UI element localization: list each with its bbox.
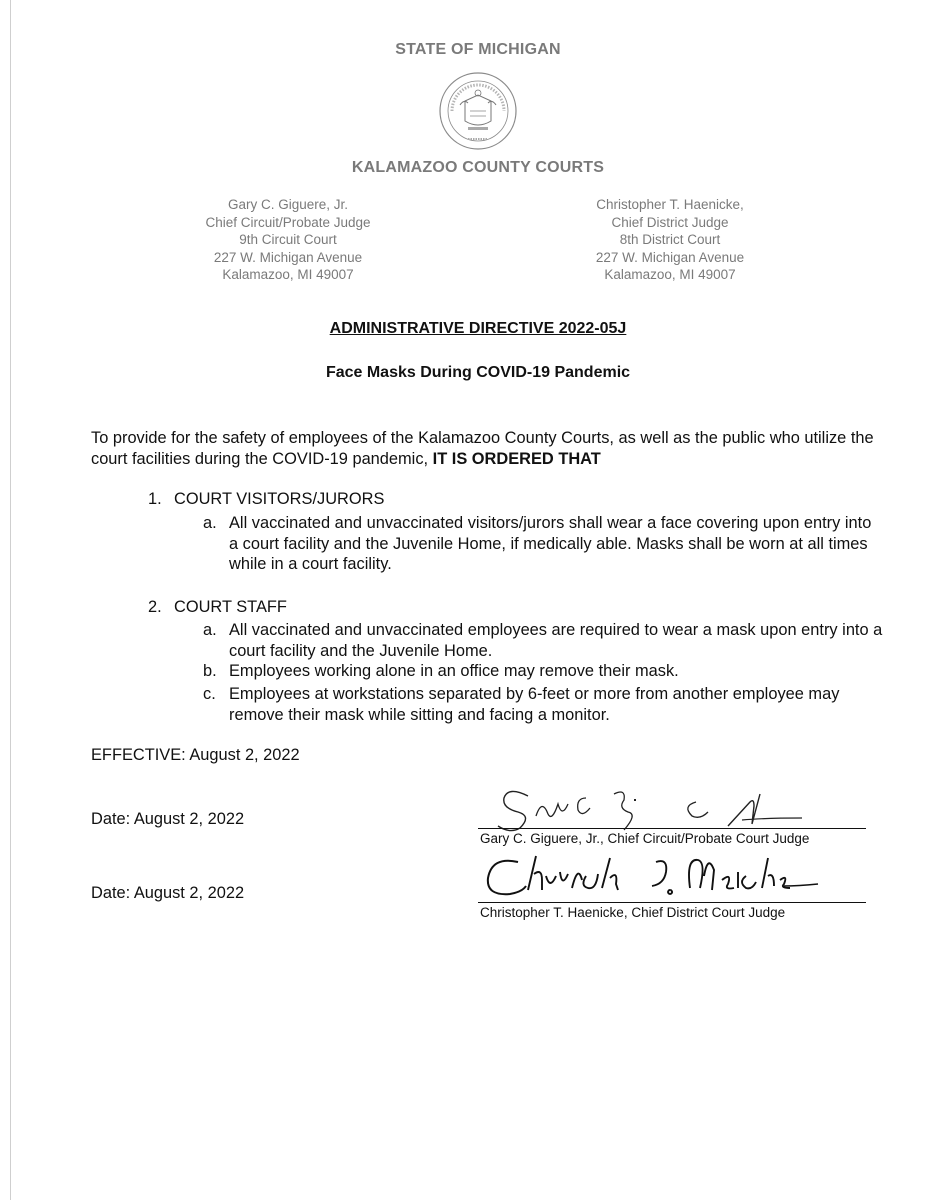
item-number: 2. [148,598,162,616]
judge-street: 227 W. Michigan Avenue [213,249,363,265]
sub-item-text: All vaccinated and unvaccinated visitors/jurors shall wear a face covering upon entry into a court facility and the Juvenile Home, if medically able. Masks shall be worn at all times while in a court facility. [229,514,872,573]
item-title: COURT VISITORS/JURORS [174,490,385,508]
list-item-staff [148,597,287,618]
effective-date: EFFECTIVE: August 2, 2022 [91,746,300,764]
item-title: COURT STAFF [174,598,287,616]
judge-title: Chief District Judge [611,214,729,230]
item-number: 1. [148,490,162,508]
judge-name: Christopher T. Haenicke, [596,197,744,212]
sub-item-letter: a. [203,621,217,639]
judge-name: Gary C. Giguere, Jr. [227,197,349,212]
sub-item-text: Employees working alone in an office may remove their mask. [229,662,679,680]
intro-text: To provide for the safety of employees of the Kalamazoo County Courts, as well as the public who utilize the court facilities during the COVID-19 pandemic, [91,429,874,468]
sub-item-text: Employees at workstations separated by 6-feet or more from another employee may remove their mask while sitting and facing a monitor. [229,685,840,724]
sub-item [203,684,883,725]
judge-city: Kalamazoo, MI 49007 [604,267,736,282]
judge-court: 8th District Court [619,232,721,247]
signature-date: Date: August 2, 2022 [91,810,245,828]
page-edge [10,0,11,1200]
signature-date: Date: August 2, 2022 [91,884,245,902]
sub-item [203,513,883,575]
signature-haenicke-icon [484,850,824,902]
judge-block-right [540,196,800,284]
judge-street: 227 W. Michigan Avenue [595,249,745,265]
intro-paragraph [91,428,881,469]
sub-item-letter: c. [203,685,216,703]
sub-item-text: All vaccinated and unvaccinated employees are required to wear a mask upon entry into a court facility and the Juvenile Home. [229,621,883,660]
list-item-visitors [148,489,384,510]
sub-item [203,661,883,682]
signature-giguere-icon [490,776,820,834]
signature-name: Gary C. Giguere, Jr., Chief Circuit/Probate Court Judge [480,831,810,846]
signature-line [478,828,866,829]
sub-item-letter: b. [203,662,217,680]
signature-line [478,902,866,903]
judge-court: 9th Circuit Court [239,232,337,247]
sub-item-letter: a. [203,514,217,532]
directive-title: ADMINISTRATIVE DIRECTIVE 2022-05J [329,320,627,337]
judge-block-left [158,196,418,284]
intro-order: IT IS ORDERED THAT [432,449,601,468]
judge-title: Chief Circuit/Probate Judge [205,214,371,230]
directive-subtitle: Face Masks During COVID-19 Pandemic [325,364,631,381]
signature-name: Christopher T. Haenicke, Chief District Court Judge [480,905,786,920]
court-seal-icon [438,71,518,151]
judge-city: Kalamazoo, MI 49007 [222,267,354,282]
courts-heading: KALAMAZOO COUNTY COURTS [351,159,605,176]
sub-item [203,620,883,661]
state-heading: STATE OF MICHIGAN [395,41,561,58]
